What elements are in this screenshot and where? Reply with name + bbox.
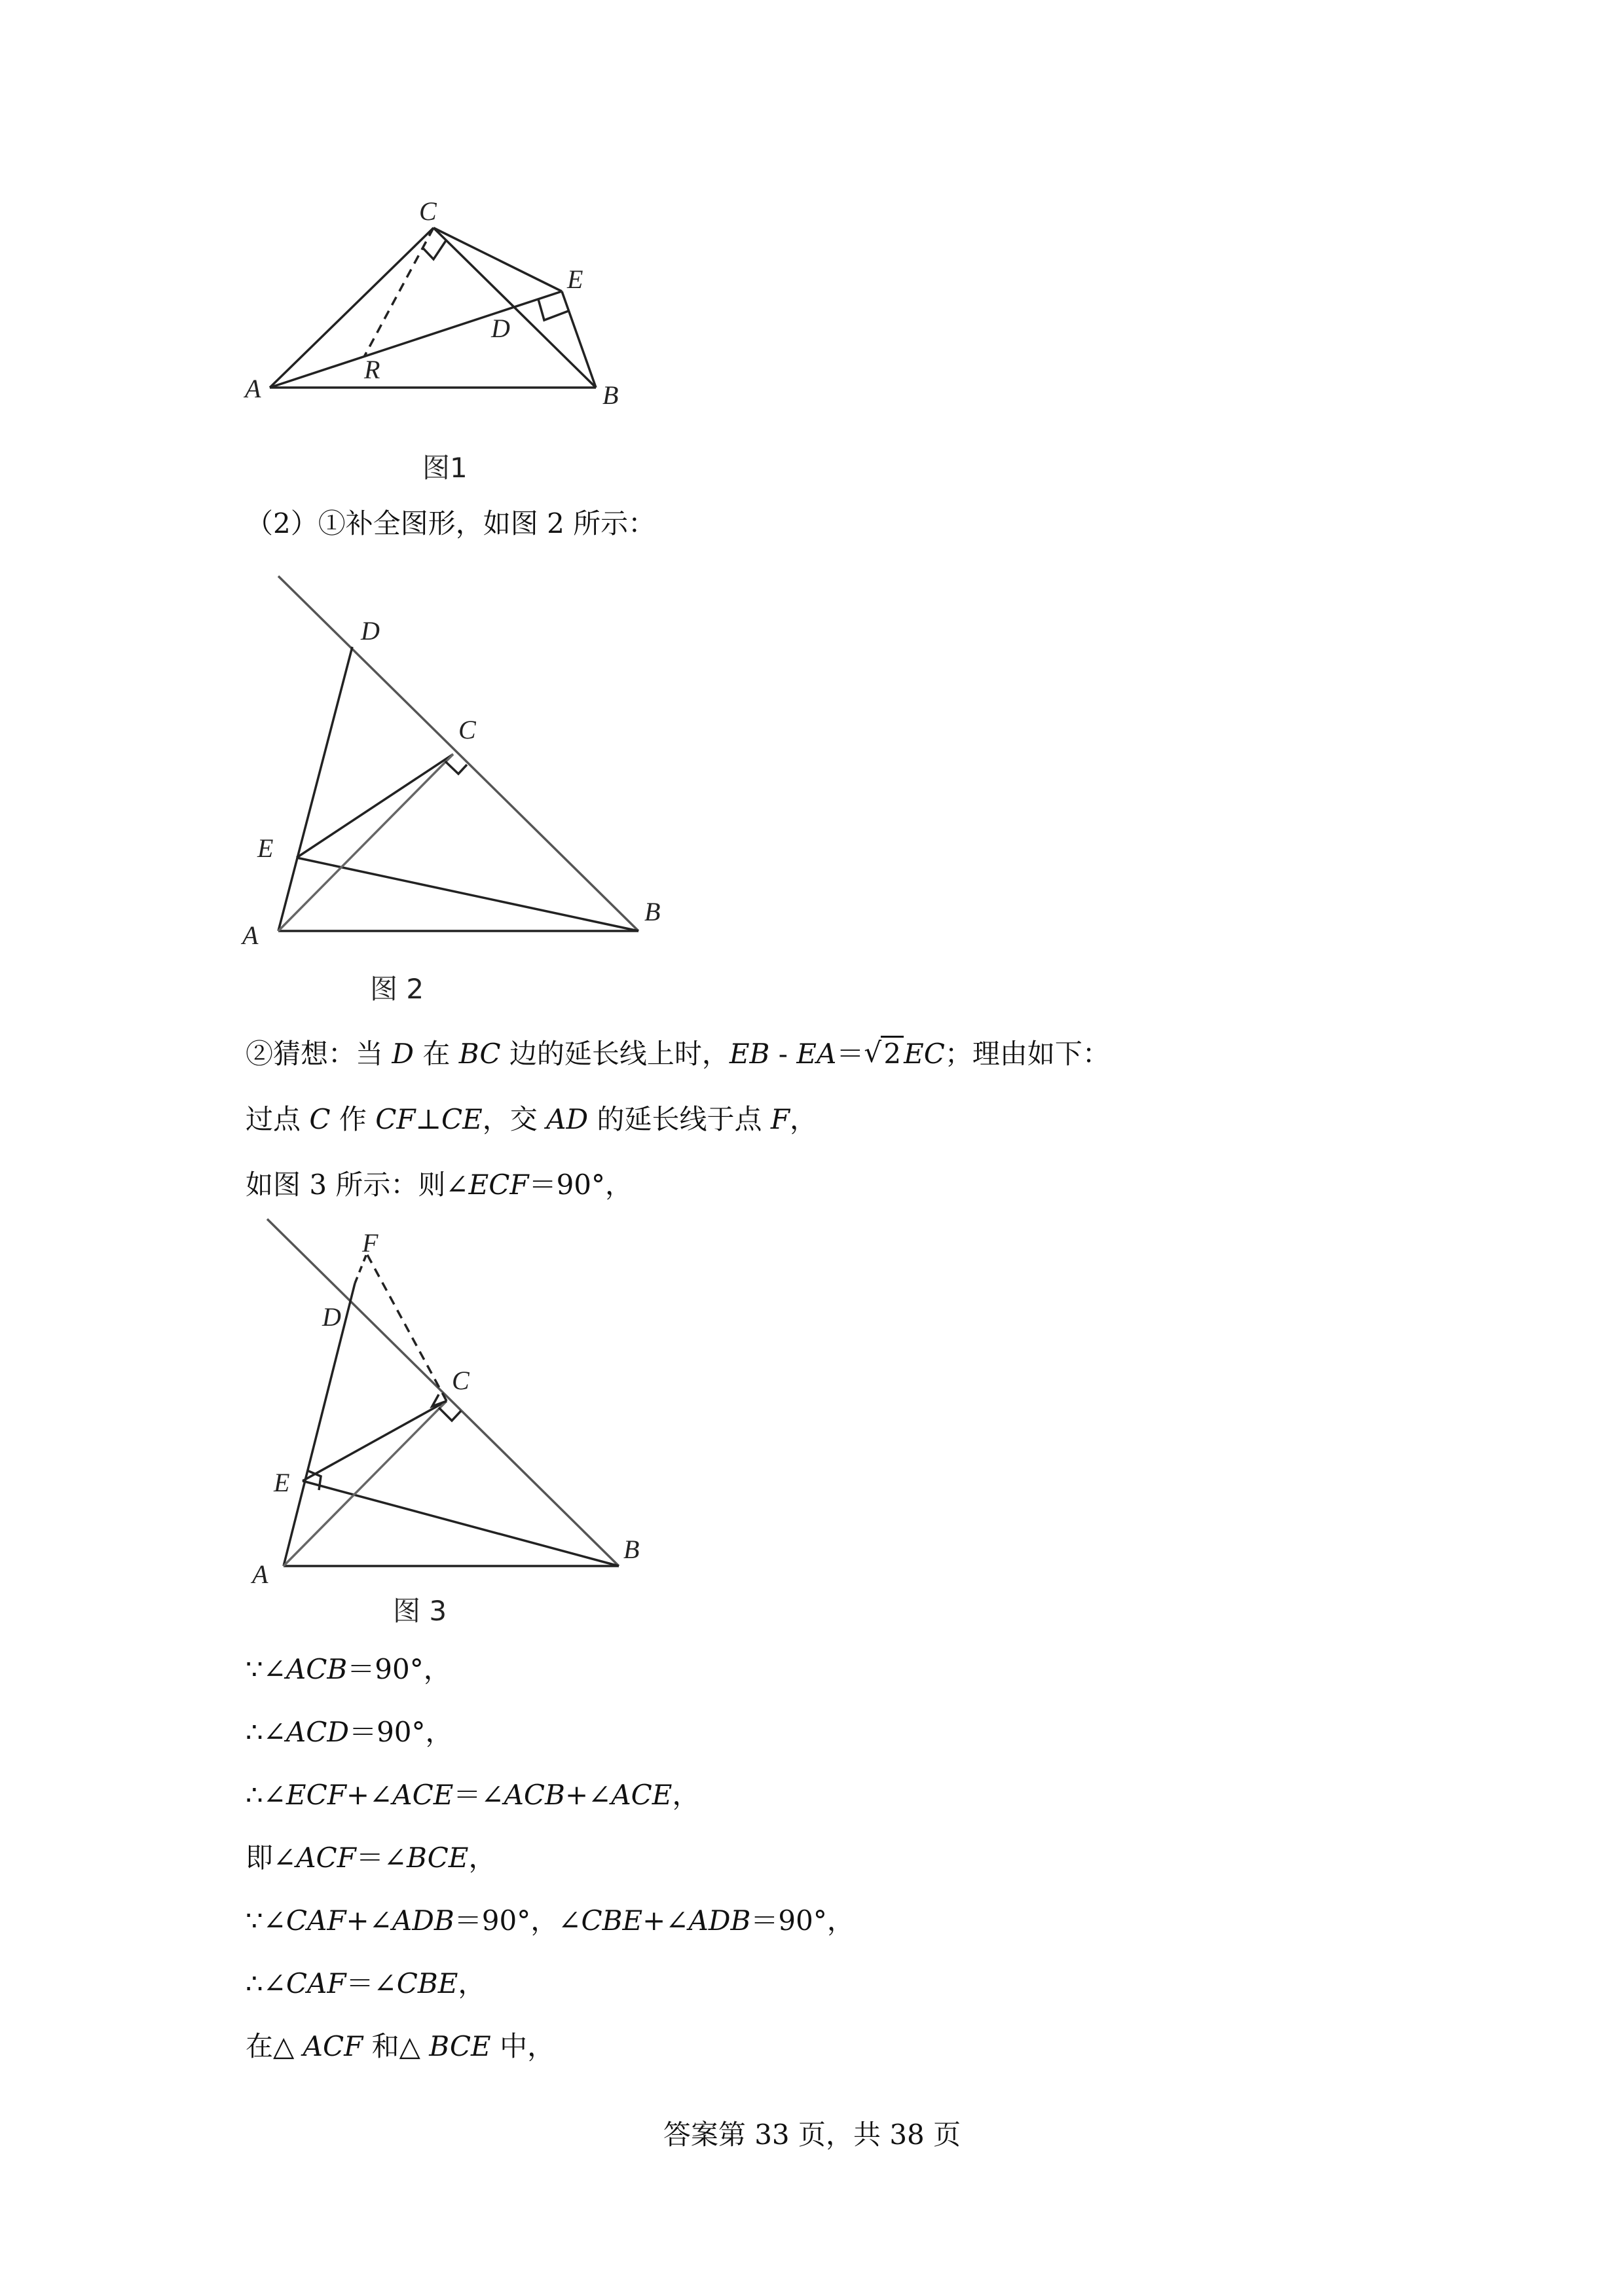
conjecture-line: ②猜想：当 D 在 BC 边的延长线上时，EB - EA＝ √ 2EC；理由如下： [246,1034,1110,1074]
text-line-4: 如图 3 所示：则∠ECF＝90°， [246,1169,633,1201]
line-BD-extended [267,1219,619,1566]
label-C: C [452,1366,470,1395]
segment-EB [303,1481,619,1566]
dashed-DF [355,1254,367,1283]
label-A: A [242,920,259,950]
label-E: E [257,833,274,863]
text-line-3: 过点 C 作 CF⊥CE，交 AD 的延长线于点 F， [246,1103,818,1135]
page-footer: 答案第 33 页，共 38 页 [663,2119,961,2151]
text-line-9: ∵∠CAF+∠ADB＝90°，∠CBE+∠ADB＝90°， [246,1904,855,1937]
label-F: F [362,1228,378,1258]
text-line-8: 即∠ACF＝∠BCE， [246,1842,496,1874]
text-line-10: ∴∠CAF＝∠CBE， [246,1967,486,1999]
right-angle-mark-E [307,1470,321,1490]
sqrt-2: √ 2 [864,1034,904,1074]
label-D: D [361,616,380,646]
label-C: C [419,196,437,226]
text-line-5: ∵∠ACB＝90°， [246,1653,451,1685]
text-line-7: ∴∠ECF+∠ACE＝∠ACB+∠ACE， [246,1779,700,1811]
label-E: E [567,264,583,294]
label-A: A [252,1559,268,1589]
label-C: C [458,715,476,744]
segment-EC [303,1401,447,1481]
figure-2-caption: 图 2 [370,973,424,1005]
label-B: B [623,1535,640,1564]
part2-intro: （2）①补全图形，如图 2 所示： [246,507,656,539]
label-D: D [491,314,510,343]
text-line-11: 在△ ACF 和△ BCE 中， [246,2030,555,2062]
label-R: R [364,355,380,384]
figure-1-caption: 图1 [422,452,468,484]
label-A: A [245,374,261,403]
right-angle-mark-C [439,1408,461,1421]
dashed-CF [367,1254,447,1401]
label-E: E [274,1468,290,1497]
text-line-6: ∴∠ACD＝90°， [246,1716,453,1748]
label-B: B [602,380,619,410]
figure-3-caption: 图 3 [393,1595,447,1627]
segment-AD [284,1283,355,1566]
label-D: D [322,1302,341,1332]
label-B: B [644,897,661,926]
